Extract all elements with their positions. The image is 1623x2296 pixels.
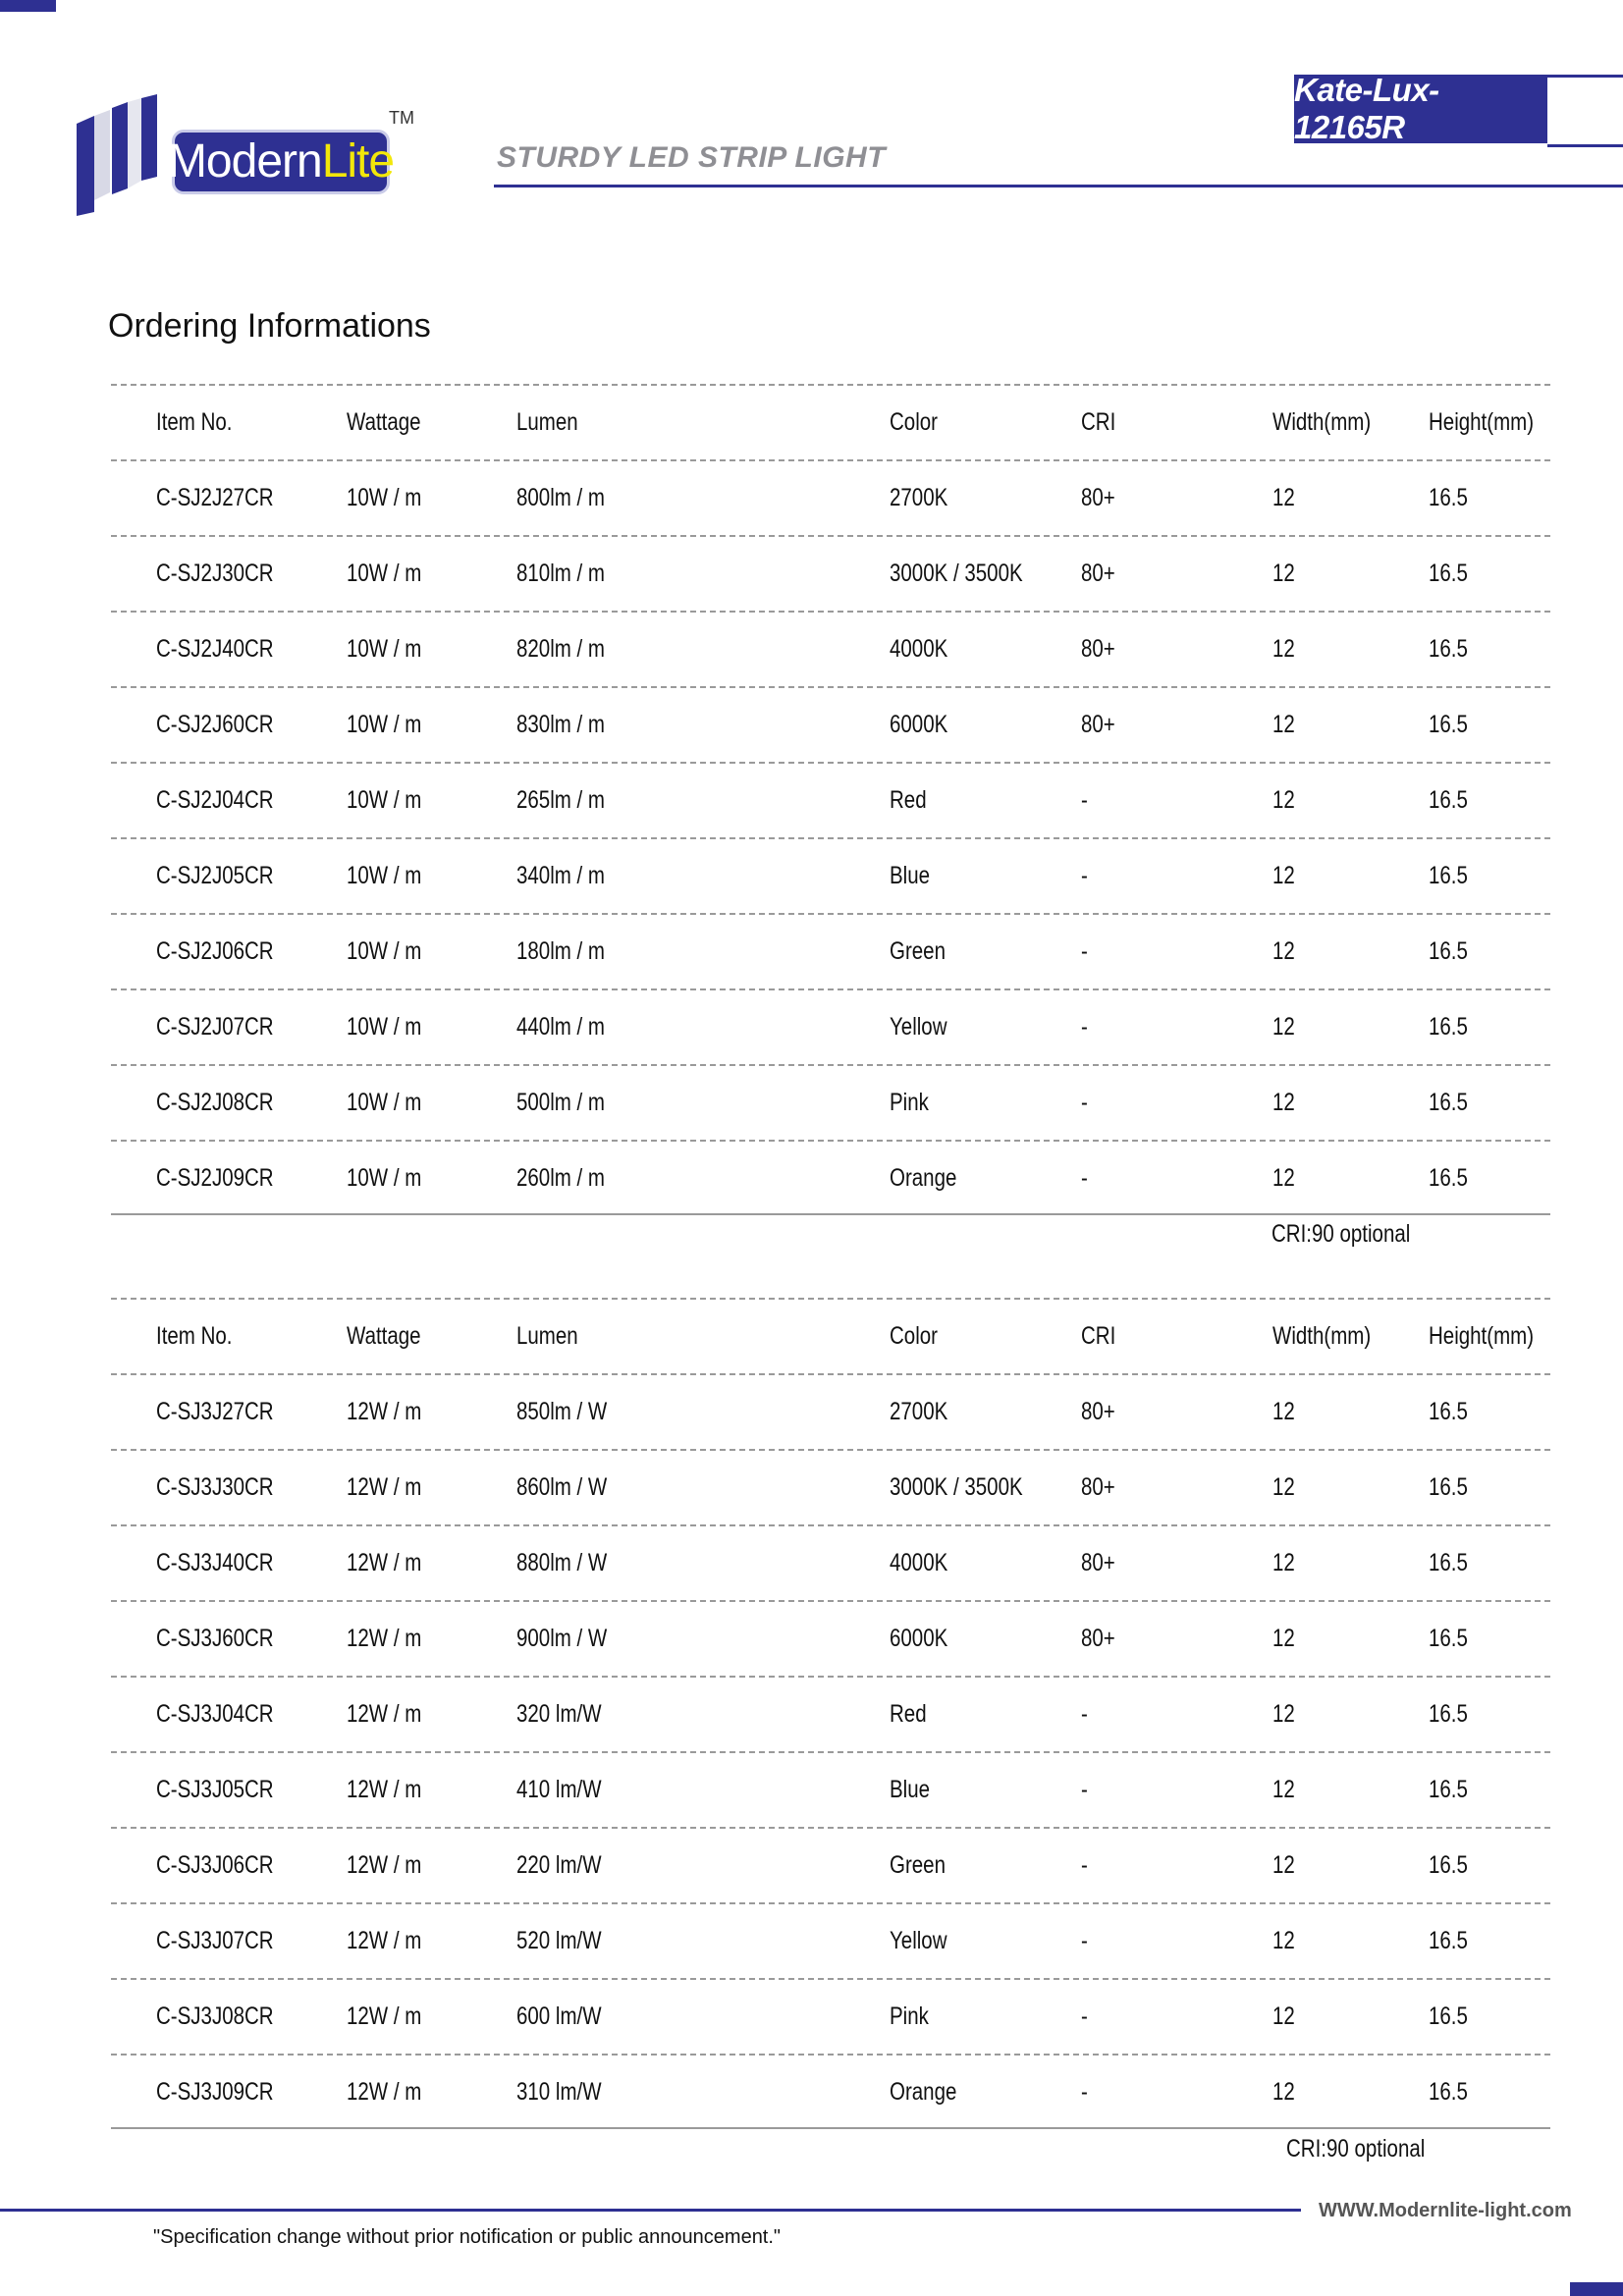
footer-website: WWW.Modernlite-light.com [1319,2200,1572,2221]
table-row [111,1676,1550,1751]
cell-lumen: 810lm / m [516,560,606,587]
cell-cri: 80+ [1081,560,1115,587]
cell-height: 16.5 [1429,484,1468,511]
column-header-lumen: Lumen [516,1322,578,1350]
cell-wattage: 12W / m [347,1398,422,1425]
cell-wattage: 12W / m [347,1700,422,1728]
cell-color: Blue [890,862,931,889]
table-row [111,611,1550,686]
cell-cri: 80+ [1081,1625,1115,1652]
cell-height: 16.5 [1429,1851,1468,1879]
cell-lumen: 600 lm/W [516,2002,602,2030]
cell-width: 12 [1272,1927,1295,1954]
cell-item-no: C-SJ2J30CR [156,560,274,587]
cell-wattage: 12W / m [347,1473,422,1501]
cell-wattage: 10W / m [347,484,422,511]
cell-lumen: 860lm / W [516,1473,608,1501]
cell-item-no: C-SJ3J07CR [156,1927,274,1954]
cell-color: 4000K [890,1549,948,1576]
cell-width: 12 [1272,786,1295,814]
cell-cri: - [1081,862,1088,889]
cell-cri: 80+ [1081,1398,1115,1425]
logo-brand-box [167,130,395,194]
column-header-color: Color [890,1322,938,1350]
table-row [111,988,1550,1064]
table-row [111,1600,1550,1676]
cell-lumen: 340lm / m [516,862,606,889]
cell-height: 16.5 [1429,1089,1468,1116]
cell-color: 2700K [890,1398,948,1425]
cell-width: 12 [1272,1700,1295,1728]
cell-wattage: 10W / m [347,786,422,814]
cell-color: 3000K / 3500K [890,560,1023,587]
cell-height: 16.5 [1429,1164,1468,1192]
table-row [111,686,1550,762]
cell-item-no: C-SJ3J08CR [156,2002,274,2030]
column-header-item-no: Item No. [156,1322,233,1350]
cell-width: 12 [1272,1013,1295,1041]
cell-width: 12 [1272,1851,1295,1879]
cell-height: 16.5 [1429,2078,1468,2106]
cell-width: 12 [1272,2002,1295,2030]
cell-cri: - [1081,1851,1088,1879]
cell-height: 16.5 [1429,711,1468,738]
table-row [111,2054,1550,2129]
cell-height: 16.5 [1429,1398,1468,1425]
logo-brand-modern: Modern [167,135,322,187]
cell-height: 16.5 [1429,560,1468,587]
table-row [111,535,1550,611]
cell-item-no: C-SJ2J07CR [156,1013,274,1041]
cell-color: Green [890,1851,946,1879]
table-note-cri: CRI:90 optional [1286,2135,1426,2163]
column-header-wattage: Wattage [347,1322,421,1350]
cell-lumen: 180lm / m [516,937,606,965]
column-header-item-no: Item No. [156,408,233,436]
cell-lumen: 410 lm/W [516,1776,602,1803]
column-header-height: Height(mm) [1429,1322,1535,1350]
cell-wattage: 12W / m [347,1776,422,1803]
cell-width: 12 [1272,2078,1295,2106]
cell-color: Orange [890,1164,957,1192]
cell-cri: - [1081,1164,1088,1192]
cell-item-no: C-SJ2J08CR [156,1089,274,1116]
cell-lumen: 520 lm/W [516,1927,602,1954]
cell-item-no: C-SJ2J60CR [156,711,274,738]
cell-cri: 80+ [1081,1549,1115,1576]
cell-height: 16.5 [1429,635,1468,663]
cell-width: 12 [1272,1398,1295,1425]
cell-cri: - [1081,937,1088,965]
cell-wattage: 10W / m [347,635,422,663]
cell-height: 16.5 [1429,1013,1468,1041]
cell-item-no: C-SJ2J05CR [156,862,274,889]
cell-wattage: 10W / m [347,1089,422,1116]
cell-item-no: C-SJ2J06CR [156,937,274,965]
cell-wattage: 10W / m [347,937,422,965]
column-header-wattage: Wattage [347,408,421,436]
cell-color: 4000K [890,635,948,663]
cell-height: 16.5 [1429,1625,1468,1652]
cell-wattage: 12W / m [347,1851,422,1879]
cell-wattage: 12W / m [347,2002,422,2030]
table-row [111,1751,1550,1827]
cell-width: 12 [1272,1473,1295,1501]
cell-item-no: C-SJ3J40CR [156,1549,274,1576]
cell-width: 12 [1272,1625,1295,1652]
cell-wattage: 12W / m [347,2078,422,2106]
table-row [111,1449,1550,1524]
cell-item-no: C-SJ2J40CR [156,635,274,663]
cell-height: 16.5 [1429,1776,1468,1803]
table-row [111,1827,1550,1902]
cell-width: 12 [1272,484,1295,511]
cell-item-no: C-SJ2J04CR [156,786,274,814]
footer-disclaimer: "Specification change without prior notification or public announcement." [153,2226,782,2248]
column-header-cri: CRI [1081,408,1116,436]
cell-wattage: 10W / m [347,560,422,587]
column-header-width: Width(mm) [1272,408,1372,436]
cell-wattage: 12W / m [347,1625,422,1652]
cell-height: 16.5 [1429,1927,1468,1954]
column-header-lumen: Lumen [516,408,578,436]
cell-wattage: 10W / m [347,1013,422,1041]
table-row [111,1373,1550,1449]
cell-wattage: 10W / m [347,862,422,889]
table-row [111,459,1550,535]
column-header-height: Height(mm) [1429,408,1535,436]
corner-accent-bottom [1570,2282,1623,2296]
table-header-row [111,1298,1550,1373]
cell-width: 12 [1272,1164,1295,1192]
cell-color: Orange [890,2078,957,2106]
cell-item-no: C-SJ3J60CR [156,1625,274,1652]
cell-item-no: C-SJ3J06CR [156,1851,274,1879]
table-row [111,913,1550,988]
cell-item-no: C-SJ3J05CR [156,1776,274,1803]
cell-lumen: 900lm / W [516,1625,608,1652]
cell-color: Pink [890,1089,929,1116]
cell-color: Yellow [890,1013,947,1041]
table-row [111,1902,1550,1978]
table-row [111,1140,1550,1215]
footer-divider [0,2209,1301,2212]
cell-wattage: 10W / m [347,711,422,738]
cell-lumen: 440lm / m [516,1013,606,1041]
ordering-table-12w [111,1298,1550,2129]
cell-width: 12 [1272,1089,1295,1116]
cell-item-no: C-SJ3J30CR [156,1473,274,1501]
column-header-cri: CRI [1081,1322,1116,1350]
cell-height: 16.5 [1429,937,1468,965]
cell-lumen: 265lm / m [516,786,606,814]
ordering-table-10w [111,384,1550,1215]
cell-height: 16.5 [1429,862,1468,889]
cell-item-no: C-SJ2J27CR [156,484,274,511]
cell-lumen: 820lm / m [516,635,606,663]
cell-item-no: C-SJ2J09CR [156,1164,274,1192]
corner-accent-top [0,0,56,12]
cell-wattage: 12W / m [347,1549,422,1576]
cell-lumen: 830lm / m [516,711,606,738]
cell-height: 16.5 [1429,2002,1468,2030]
cell-cri: 80+ [1081,711,1115,738]
cell-item-no: C-SJ3J04CR [156,1700,274,1728]
header-divider [494,185,1623,187]
cell-color: 3000K / 3500K [890,1473,1023,1501]
model-badge: Kate-Lux-12165R [1294,75,1547,143]
cell-height: 16.5 [1429,786,1468,814]
table-note-cri: CRI:90 optional [1271,1220,1411,1248]
modernlite-logo [77,94,430,222]
cell-cri: - [1081,1089,1088,1116]
product-subtitle: STURDY LED STRIP LIGHT [497,141,887,174]
cell-cri: - [1081,2002,1088,2030]
cell-height: 16.5 [1429,1700,1468,1728]
table-row [111,1978,1550,2054]
cell-cri: 80+ [1081,484,1115,511]
cell-color: Blue [890,1776,931,1803]
cell-lumen: 800lm / m [516,484,606,511]
column-header-color: Color [890,408,938,436]
table-row [111,837,1550,913]
cell-color: 6000K [890,1625,948,1652]
table-header-row [111,384,1550,459]
cell-height: 16.5 [1429,1549,1468,1576]
cell-color: Red [890,786,927,814]
logo-bars-icon [77,94,175,216]
section-title: Ordering Informations [108,307,431,345]
column-header-width: Width(mm) [1272,1322,1372,1350]
cell-width: 12 [1272,937,1295,965]
cell-cri: 80+ [1081,635,1115,663]
trademark-mark: TM [389,108,414,128]
cell-width: 12 [1272,711,1295,738]
cell-color: Pink [890,2002,929,2030]
cell-lumen: 500lm / m [516,1089,606,1116]
cell-item-no: C-SJ3J27CR [156,1398,274,1425]
cell-width: 12 [1272,560,1295,587]
model-badge-bracket [1547,75,1623,147]
cell-lumen: 310 lm/W [516,2078,602,2106]
cell-lumen: 850lm / W [516,1398,608,1425]
cell-cri: - [1081,1013,1088,1041]
cell-lumen: 260lm / m [516,1164,606,1192]
table-row [111,1064,1550,1140]
cell-cri: - [1081,1927,1088,1954]
table-row [111,762,1550,837]
cell-cri: - [1081,2078,1088,2106]
cell-color: Red [890,1700,927,1728]
cell-cri: - [1081,786,1088,814]
cell-width: 12 [1272,1549,1295,1576]
cell-lumen: 220 lm/W [516,1851,602,1879]
cell-color: 2700K [890,484,948,511]
cell-wattage: 12W / m [347,1927,422,1954]
cell-lumen: 320 lm/W [516,1700,602,1728]
cell-width: 12 [1272,635,1295,663]
cell-lumen: 880lm / W [516,1549,608,1576]
logo-brand-lite: Lite [321,135,395,187]
cell-color: Green [890,937,946,965]
cell-cri: - [1081,1700,1088,1728]
cell-color: Yellow [890,1927,947,1954]
cell-color: 6000K [890,711,948,738]
cell-width: 12 [1272,1776,1295,1803]
cell-cri: - [1081,1776,1088,1803]
table-row [111,1524,1550,1600]
cell-cri: 80+ [1081,1473,1115,1501]
cell-height: 16.5 [1429,1473,1468,1501]
cell-wattage: 10W / m [347,1164,422,1192]
cell-item-no: C-SJ3J09CR [156,2078,274,2106]
cell-width: 12 [1272,862,1295,889]
